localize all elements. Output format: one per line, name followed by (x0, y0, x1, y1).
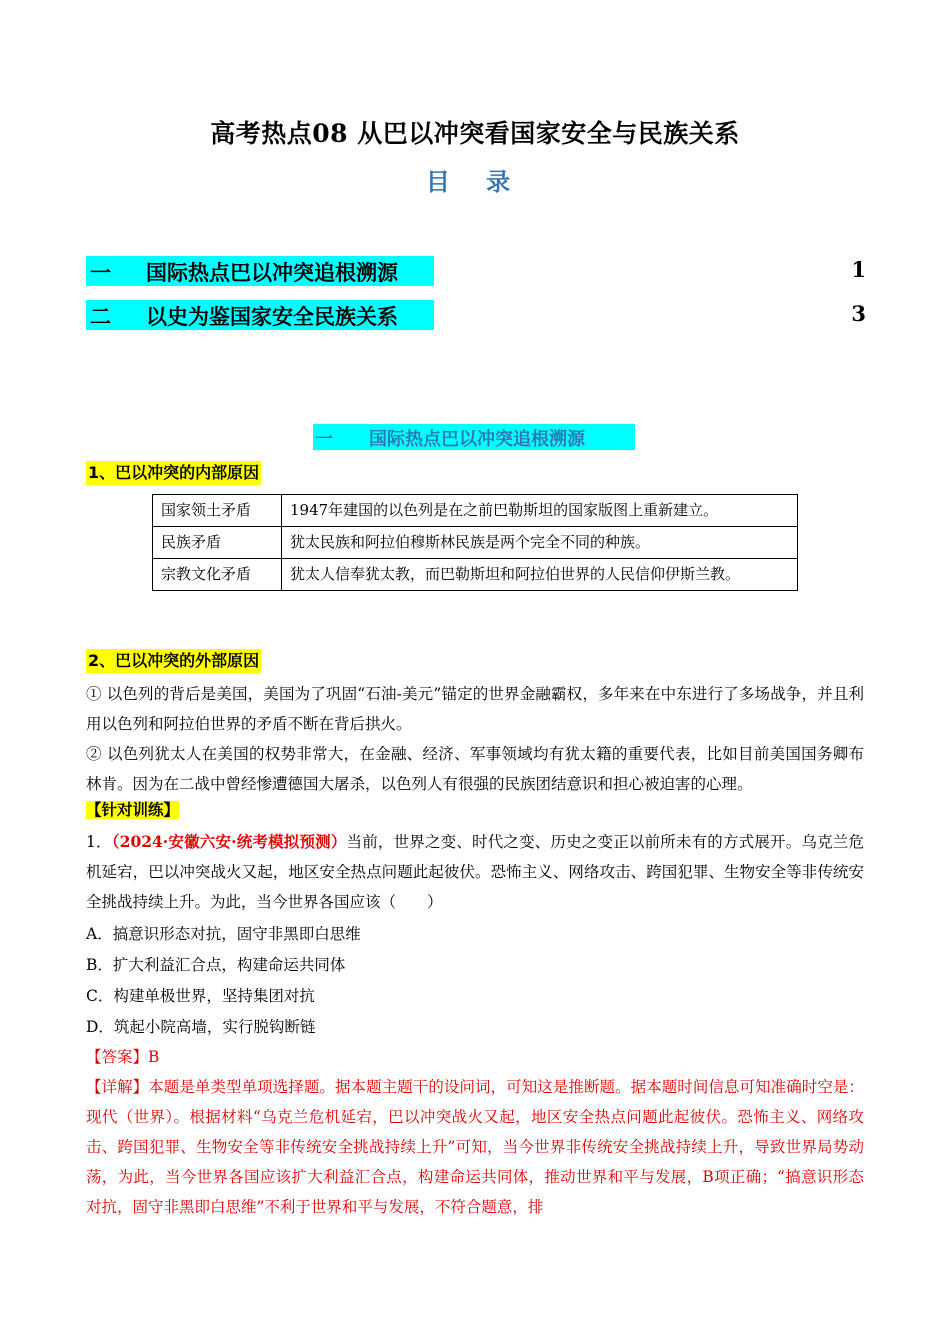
page-title: 高考热点08 从巴以冲突看国家安全与民族关系 (210, 119, 740, 148)
option-d[interactable]: D．筑起小院高墙，实行脱钩断链 (86, 1018, 316, 1036)
internal-causes-table (152, 494, 798, 591)
table-cell-key: 宗教文化矛盾 (153, 559, 282, 591)
external-point-1: ① 以色列的背后是美国，美国为了巩固“石油-美元”锚定的世界金融霸权，多年来在中东进行了多场战争，并且利用以色列和阿拉伯世界的矛盾不断在背后拱火。 (86, 685, 864, 733)
question-number: 1． (86, 833, 112, 851)
table-cell-value: 犹太人信奉犹太教，而巴勒斯坦和阿拉伯世界的人民信仰伊斯兰教。 (282, 559, 798, 591)
external-causes-heading: 2、巴以冲突的外部原因 (86, 649, 261, 673)
question-source: （2024·安徽六安·统考模拟预测） (111, 832, 347, 851)
toc-item-2[interactable] (86, 300, 866, 330)
toc-item-number: 一 (90, 261, 111, 285)
explanation (86, 1072, 864, 1222)
training-label-row (86, 798, 864, 822)
answer-label: 【答案】 (86, 1048, 149, 1066)
training-label: 【针对训练】 (86, 801, 180, 819)
question-stem (86, 827, 864, 917)
option-a[interactable]: A．搞意识形态对抗，固守非黑即白思维 (86, 925, 361, 943)
explanation-label: 【详解】 (86, 1078, 149, 1096)
table-row (153, 527, 798, 559)
table-row (153, 495, 798, 527)
question-text: 当前，世界之变、时代之变、历史之变正以前所未有的方式展开。乌克兰危机延宕，巴以冲突战火又起，地区安全热点问题此起彼伏。恐怖主义、网络攻击、跨国犯罪、生物安全等非传统安全挑战持续上升。为此，当今世界各国应该（ ） (86, 833, 864, 911)
option-b[interactable]: B．扩大利益汇合点，构建命运共同体 (86, 956, 346, 974)
table-cell-key: 民族矛盾 (153, 527, 282, 559)
table-cell-key: 国家领土矛盾 (153, 495, 282, 527)
external-point-2: ② 以色列犹太人在美国的权势非常大，在金融、经济、军事领域均有犹太籍的重要代表，比如目前美国国务卿布林肯。因为在二战中曾经惨遭德国大屠杀，以色列人有很强的民族团结意识和担心被迫害的心理。 (86, 745, 864, 793)
toc-item-page: 3 (851, 301, 866, 326)
toc-item-1[interactable] (86, 256, 866, 286)
toc-item-number: 二 (90, 305, 111, 329)
toc-item-label: 国际热点巴以冲突追根溯源 (146, 261, 398, 285)
answer-row (86, 1042, 159, 1072)
option-c[interactable]: C．构建单极世界，坚持集团对抗 (86, 987, 315, 1005)
table-cell-value: 犹太民族和阿拉伯穆斯林民族是两个完全不同的种族。 (282, 527, 798, 559)
section-number: 一 (315, 429, 333, 450)
explanation-text: 本题是单类型单项选择题。据本题主题干的设问词，可知这是推断题。据本题时间信息可知准确时空是：现代（世界）。根据材料“乌克兰危机延宕，巴以冲突战火又起，地区安全热点问题此起彼伏。恐怖主义、网络攻击、跨国犯罪、生物安全等非传统安全挑战持续上升”可知，当今世界非传统安全挑战持续上升，导致世界局势动荡，为此，当今世界各国应该扩大利益汇合点，构建命运共同体，推动世界和平与发展，B项正确；“搞意识形态对抗，固守非黑即白思维”不利于世界和平与发展，不符合题意，排 (86, 1078, 864, 1216)
toc-item-label: 以史为鉴国家安全民族关系 (146, 305, 398, 329)
internal-causes-heading: 1、巴以冲突的内部原因 (86, 461, 261, 485)
section-heading (313, 424, 635, 450)
answer-value: B (148, 1048, 160, 1066)
table-row (153, 559, 798, 591)
toc-heading: 目 录 (425, 167, 525, 196)
table-cell-value: 1947年建国的以色列是在之前巴勒斯坦的国家版图上重新建立。 (282, 495, 798, 527)
toc-item-page: 1 (851, 257, 866, 282)
section-title: 国际热点巴以冲突追根溯源 (369, 429, 585, 450)
